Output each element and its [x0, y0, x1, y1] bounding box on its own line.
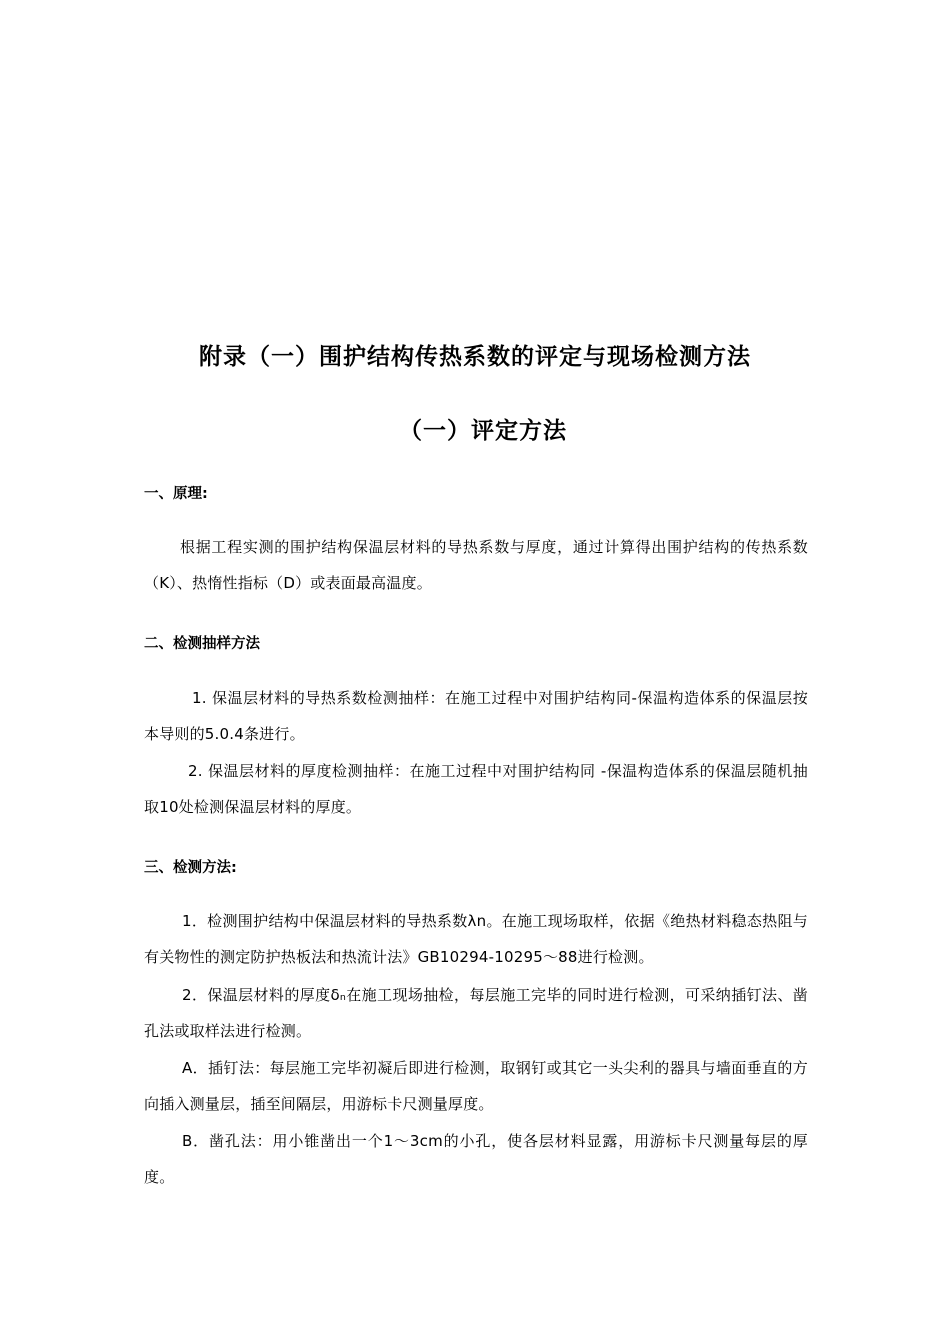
paragraph-sampling-2: 2. 保温层材料的厚度检测抽样：在施工过程中对围护结构同 -保温构造体系的保温层随机抽取10处检测保温层材料的厚度。	[144, 762, 808, 816]
heading-principle: 一、原理:	[144, 486, 208, 502]
paragraph-method-1: 1．检测围护结构中保温层材料的导热系数λn。在施工现场取样，依据《绝热材料稳态热阻与有关物性的测定防护热板法和热流计法》GB10294-10295～88进行检测。	[144, 912, 808, 966]
page-title: 附录（一）围护结构传热系数的评定与现场检测方法	[199, 344, 751, 370]
paragraph-sampling-1: 1. 保温层材料的导热系数检测抽样：在施工过程中对围护结构同-保温构造体系的保温层按本导则的5.0.4条进行。	[144, 689, 808, 743]
paragraph-method-a: A．插钉法：每层施工完毕初凝后即进行检测，取钢钉或其它一头尖利的器具与墙面垂直的方向插入测量层，插至间隔层，用游标卡尺测量厚度。	[144, 1059, 808, 1113]
paragraph-method-b: B．凿孔法：用小锥凿出一个1～3cm的小孔，使各层材料显露，用游标卡尺测量每层的厚度。	[144, 1132, 808, 1186]
heading-sampling: 二、检测抽样方法	[144, 636, 260, 652]
paragraph-principle: 根据工程实测的围护结构保温层材料的导热系数与厚度，通过计算得出围护结构的传热系数（K）、热惰性指标（D）或表面最高温度。	[144, 538, 808, 592]
heading-methods: 三、检测方法:	[144, 860, 237, 876]
paragraph-method-2: 2．保温层材料的厚度δₙ在施工现场抽检，每层施工完毕的同时进行检测，可采纳插钉法、凿孔法或取样法进行检测。	[144, 986, 808, 1040]
section-title: （一）评定方法	[399, 418, 567, 444]
